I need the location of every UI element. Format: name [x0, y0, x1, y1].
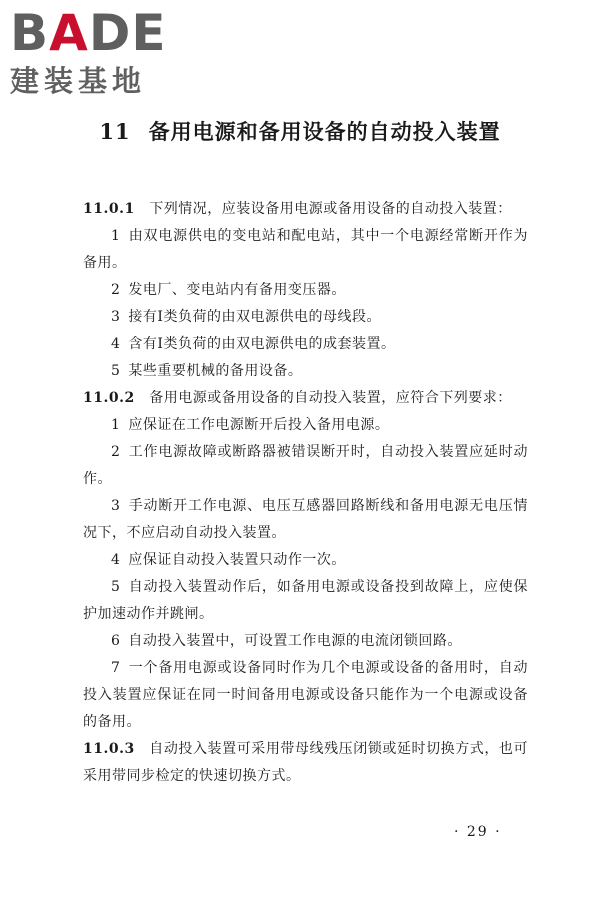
- item-text: 发电厂、变电站内有备用变压器。: [128, 282, 346, 298]
- item-text: 某些重要机械的备用设备。: [128, 363, 303, 379]
- chapter-number: 11: [99, 119, 131, 144]
- item-number: 3: [111, 498, 121, 514]
- clause: [83, 736, 528, 790]
- item-number: 5: [111, 579, 121, 595]
- item-number: 6: [111, 633, 121, 649]
- item-number: 7: [111, 660, 121, 676]
- clause-number: 11.0.3: [83, 741, 135, 757]
- item-number: 2: [111, 282, 121, 298]
- clause-item: [83, 412, 528, 439]
- clause-item: [83, 304, 528, 331]
- clause-number: 11.0.1: [83, 201, 135, 217]
- clause-text: 自动投入装置可采用带母线残压闭锁或延时切换方式，也可采用带同步检定的快速切换方式。: [83, 741, 528, 784]
- clause: [83, 196, 528, 223]
- logo-letters: DE: [88, 4, 167, 62]
- item-text: 接有Ⅰ类负荷的由双电源供电的母线段。: [128, 309, 381, 325]
- item-number: 5: [111, 363, 121, 379]
- item-number: 1: [111, 417, 121, 433]
- page-number: · 29 ·: [454, 824, 502, 840]
- item-text: 工作电源故障或断路器被错误断开时，自动投入装置应延时动作。: [83, 444, 528, 487]
- item-text: 手动断开工作电源、电压互感器回路断线和备用电源无电压情况下，不应启动自动投入装置。: [83, 498, 528, 541]
- clause-item: [83, 547, 528, 574]
- item-number: 2: [111, 444, 121, 460]
- chapter-title-text: 备用电源和备用设备的自动投入装置: [148, 119, 501, 144]
- logo-subtitle: 建装基地: [10, 64, 147, 98]
- clause-item: [83, 358, 528, 385]
- clause-item: [83, 277, 528, 304]
- item-text: 由双电源供电的变电站和配电站，其中一个电源经常断开作为备用。: [83, 228, 528, 271]
- clause-item: [83, 439, 528, 493]
- clause-item: [83, 331, 528, 358]
- item-number: 4: [111, 336, 121, 352]
- item-number: 4: [111, 552, 121, 568]
- item-text: 一个备用电源或设备同时作为几个电源或设备的备用时，自动投入装置应保证在同一时间备用电源或设备只能作为一个电源或设备的备用。: [83, 660, 528, 730]
- item-number: 1: [111, 228, 121, 244]
- clause-text: 下列情况，应装设备用电源或备用设备的自动投入装置：: [149, 201, 512, 217]
- item-number: 3: [111, 309, 121, 325]
- document-body: [83, 196, 528, 790]
- item-text: 含有Ⅰ类负荷的由双电源供电的成套装置。: [128, 336, 396, 352]
- item-text: 自动投入装置动作后，如备用电源或设备投到故障上，应使保护加速动作并跳闸。: [83, 579, 528, 622]
- clause-number: 11.0.2: [83, 390, 135, 406]
- clause-item: [83, 493, 528, 547]
- logo-wordmark: [10, 6, 180, 60]
- item-text: 应保证在工作电源断开后投入备用电源。: [128, 417, 390, 433]
- clause-item: [83, 655, 528, 736]
- item-text: 应保证自动投入装置只动作一次。: [128, 552, 346, 568]
- clause-text: 备用电源或备用设备的自动投入装置，应符合下列要求：: [149, 390, 512, 406]
- logo-accent-letter: A: [49, 4, 89, 62]
- chapter-title: [0, 116, 600, 146]
- clause-item: [83, 223, 528, 277]
- brand-logo: [10, 6, 180, 98]
- clause-item: [83, 574, 528, 628]
- clause: [83, 385, 528, 412]
- item-text: 自动投入装置中，可设置工作电源的电流闭锁回路。: [128, 633, 462, 649]
- clause-item: [83, 628, 528, 655]
- logo-letter: B: [10, 4, 50, 62]
